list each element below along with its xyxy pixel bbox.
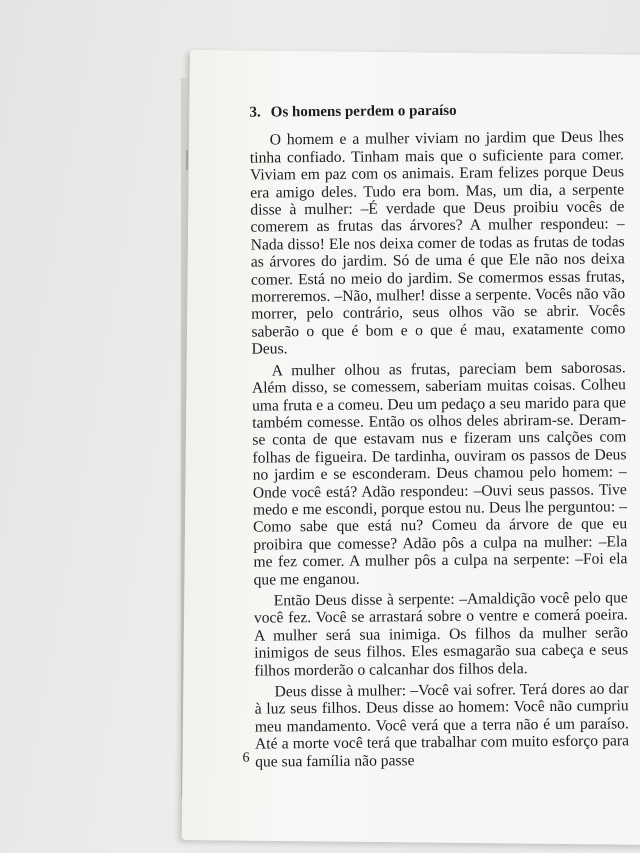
- paragraph-2: A mulher olhou as frutas, pareciam bem saborosas. Além disso, se comessem, saberiam muitas coisas. Colheu uma fruta e a comeu. Deu um pedaço a seu marido para que também comesse. Então os olhos deles abriram-se. Deram-se conta de que estavam nus e fizeram uns calções com folhas de figueira. De tardinha, ouviram os passos de Deus no jardim e se esconderam. Deus chamou pelo homem: –Onde você está? Adão respondeu: –Ouvi seus passos. Tive medo e me escondi, porque estou nu. Deus lhe perguntou: –Como sabe que está nu? Comeu da árvore de que eu proibira que comesse? Adão pôs a culpa na mulher: –Ela me fez comer. A mulher pôs a culpa na serpente: –Foi ela que me enganou.: [251, 359, 628, 589]
- page-content: [249, 101, 629, 774]
- section-title: Os homens perdem o paraíso: [270, 102, 457, 121]
- paragraph-3: Então Deus disse à serpente: –Amaldição você pelo que você fez. Você se arrastará sobre o ventre e comerá poeira. A mulher será sua inimiga. Os filhos da mulher serão inimigos de seus filhos. Eles esmagarão sua cabeça e seus filhos morderão o calcanhar dos filhos dela.: [253, 589, 629, 680]
- paragraph-1: O homem e a mulher viviam no jardim que Deus lhes tinha confiado. Tinham mais que o suficiente para comer. Viviam em paz com os animais. Eram felizes porque Deus era amigo deles. Tudo era bom. Mas, um dia, a serpente disse à mulher: –É verdade que Deus proibiu vocês de comerem as frutas das árvores? A mulher respondeu: –Nada disso! Ele nos deixa comer de todas as frutas de todas as árvores do jardim. Só de uma é que Ele não nos deixa comer. Está no meio do jardim. Se comermos essas frutas, morreremos. –Não, mulher! disse a serpente. Vocês não vão morrer, pelo contrário, seus olhos vão se abrir. Vocês saberão o que é bom e o que é mau, exatamente como Deus.: [249, 128, 626, 358]
- page-crease-mark: [186, 150, 188, 170]
- book-page: [182, 50, 640, 845]
- page-number: 6: [242, 750, 250, 766]
- section-heading: [249, 101, 623, 122]
- paragraph-4: Deus disse à mulher: –Você vai sofrer. Terá dores ao dar à luz seus filhos. Deus disse ao homem: Você não cumpriu meu mandamento. Você verá que a terra não é um paraíso. Até a morte você terá que trabalhar com muito esforço para que sua família não passe: [254, 680, 630, 771]
- section-number: 3.: [249, 104, 261, 121]
